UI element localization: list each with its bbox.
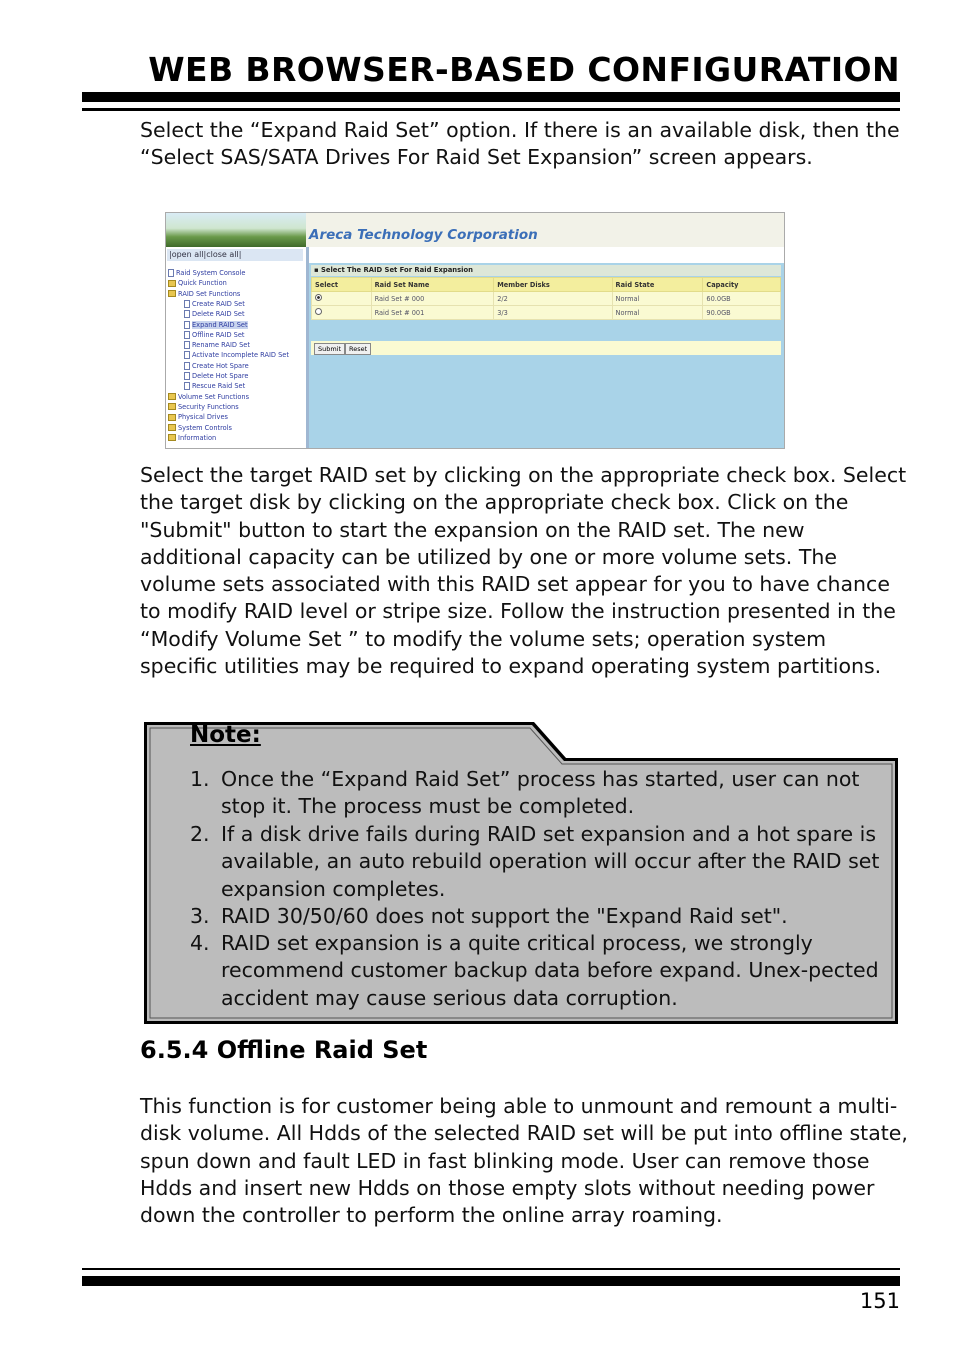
page-icon (184, 372, 190, 380)
sidebar-item-label: Activate Incomplete RAID Set (192, 351, 289, 360)
sidebar-item[interactable] (168, 269, 245, 278)
folder-icon (168, 290, 176, 297)
select-cell (312, 292, 372, 306)
page-icon (184, 362, 190, 370)
section-title: ▪ Select The RAID Set For Raid Expansion (311, 265, 781, 276)
sidebar-item[interactable] (168, 279, 227, 288)
page-icon (184, 351, 190, 359)
note-item-number: 2. (190, 822, 210, 846)
table-header-row (312, 278, 781, 292)
folder-icon (168, 403, 176, 410)
brand-name: Areca Technology Corporation (309, 227, 538, 243)
column-header: Raid Set Name (371, 278, 494, 292)
sidebar-item-label: Rename RAID Set (192, 341, 250, 350)
sidebar-item-label: Delete Hot Spare (192, 372, 249, 380)
note-item-number: 3. (190, 904, 210, 928)
select-cell (312, 306, 372, 320)
capacity-cell: 60.0GB (703, 292, 781, 306)
name-cell: Raid Set # 000 (371, 292, 494, 306)
folder-icon (168, 424, 176, 431)
sidebar-item[interactable] (184, 341, 250, 350)
sidebar-item-label: Security Functions (178, 402, 239, 411)
button-row (311, 341, 781, 355)
note-item-text: RAID set expansion is a quite critical process, we strongly recommend customer backup data before expand. Unex-pected accident may cause serious data corruption. (221, 931, 879, 1010)
intro-paragraph: Select the “Expand Raid Set” option. If there is an available disk, then the “Select SAS/SATA Drives For Raid Set Expansion” screen appears. (140, 118, 900, 170)
main-panel (309, 247, 784, 448)
sidebar-item-label: Delete RAID Set (192, 310, 245, 319)
sidebar-item-label: Volume Set Functions (178, 392, 250, 401)
raid-console-screenshot (165, 212, 785, 449)
section-heading: 6.5.4 Offline Raid Set (140, 1036, 428, 1064)
page-number: 151 (859, 1289, 900, 1313)
sidebar-item[interactable] (168, 434, 216, 443)
body-paragraph: Select the target RAID set by clicking on the appropriate check box. Select the target disk by clicking on the appropriate check box. Click on the "Submit" button to start the expansion on the RAID set. The new additional capacity can be utilized by one or more volume sets. The volume sets associated with this RAID set appear for you to have chance to modify RAID level or stripe size. Follow the instruction presented in the “Modify Volume Set ” to modify the volume sets; operation system specific utilities may be required to expand operating system partitions. (140, 463, 907, 679)
raid-set-radio[interactable] (315, 294, 322, 301)
sidebar-item[interactable] (168, 424, 232, 433)
sidebar-item-label: Information (178, 433, 217, 442)
sidebar-item-label: Create RAID Set (192, 299, 245, 308)
header-rule-thin (82, 108, 900, 111)
palm-trees-image (166, 213, 306, 247)
members-cell: 2/2 (494, 292, 612, 306)
sidebar (166, 247, 309, 448)
footer-rule-thick (82, 1276, 900, 1286)
sidebar-item-label: Expand RAID Set (192, 320, 248, 329)
sidebar-item[interactable] (184, 362, 249, 371)
note-item (190, 766, 890, 821)
sidebar-item[interactable] (168, 403, 239, 412)
page-icon (184, 310, 190, 318)
column-header: Raid State (612, 278, 703, 292)
raid-set-radio[interactable] (315, 308, 322, 315)
banner (166, 213, 784, 247)
sidebar-item-label: Raid System Console (176, 269, 246, 277)
column-header: Capacity (703, 278, 781, 292)
page-icon (184, 321, 190, 329)
note-label: Note: (190, 722, 261, 748)
note-item (190, 821, 890, 903)
column-header: Member Disks (494, 278, 612, 292)
sidebar-item[interactable] (168, 413, 228, 422)
state-cell: Normal (612, 292, 703, 306)
main-topbar (309, 247, 784, 263)
sidebar-item-label: Offline RAID Set (192, 330, 245, 339)
name-cell: Raid Set # 001 (371, 306, 494, 320)
sidebar-item-label: Create Hot Spare (192, 361, 249, 370)
note-item-text: RAID 30/50/60 does not support the "Expand Raid set". (221, 904, 788, 928)
section-paragraph: This function is for customer being able to unmount and remount a multi-disk volume. All Hdds of the selected RAID set will be put into offline state, spun down and fault LED in fast blinking mode. User can remove those Hdds and insert new Hdds on those empty slots without needing power down the controller to perform the online array roaming. (140, 1094, 908, 1228)
page-icon (184, 341, 190, 349)
sidebar-item-label: System Controls (178, 423, 232, 432)
page-icon (168, 269, 174, 277)
note-item (190, 903, 890, 930)
capacity-cell: 90.0GB (703, 306, 781, 320)
sidebar-item[interactable] (184, 321, 248, 330)
sidebar-item[interactable] (184, 382, 245, 391)
column-header: Select (312, 278, 372, 292)
page-icon (184, 382, 190, 390)
sidebar-item[interactable] (184, 351, 289, 360)
page-icon (184, 331, 190, 339)
raid-set-table (311, 277, 781, 320)
folder-icon (168, 393, 176, 400)
folder-icon (168, 414, 176, 421)
note-item-text: If a disk drive fails during RAID set expansion and a hot spare is available, an auto rebuild operation will occur after the RAID set expansion completes. (221, 822, 880, 901)
table-body (312, 292, 781, 320)
sidebar-item[interactable] (184, 331, 245, 340)
note-item-text: Once the “Expand Raid Set” process has started, user can not stop it. The process must be completed. (221, 767, 860, 819)
open-close-all-links[interactable]: |open all|close all| (167, 249, 303, 261)
note-item-number: 4. (190, 931, 210, 955)
page-icon (184, 300, 190, 308)
sidebar-item[interactable] (184, 310, 245, 319)
note-item-number: 1. (190, 767, 210, 791)
footer-rule-thin (82, 1268, 900, 1270)
sidebar-item-label: Physical Drives (178, 413, 228, 422)
header-rule-thick (82, 92, 900, 102)
sidebar-item-label: RAID Set Functions (178, 289, 241, 298)
table-row (312, 306, 781, 320)
submit-button[interactable]: Submit (314, 343, 345, 355)
sidebar-item[interactable] (184, 372, 248, 381)
state-cell: Normal (612, 306, 703, 320)
sidebar-item[interactable] (168, 393, 249, 402)
members-cell: 3/3 (494, 306, 612, 320)
sidebar-item-label: Quick Function (178, 279, 227, 288)
note-item (190, 930, 890, 1012)
folder-icon (168, 280, 176, 287)
table-row (312, 292, 781, 306)
reset-button[interactable]: Reset (345, 343, 371, 355)
sidebar-item-label: Rescue Raid Set (192, 382, 246, 391)
folder-icon (168, 434, 176, 441)
sidebar-item[interactable] (168, 290, 240, 299)
sidebar-item[interactable] (184, 300, 245, 309)
page-title: WEB BROWSER-BASED CONFIGURATION (148, 50, 900, 89)
